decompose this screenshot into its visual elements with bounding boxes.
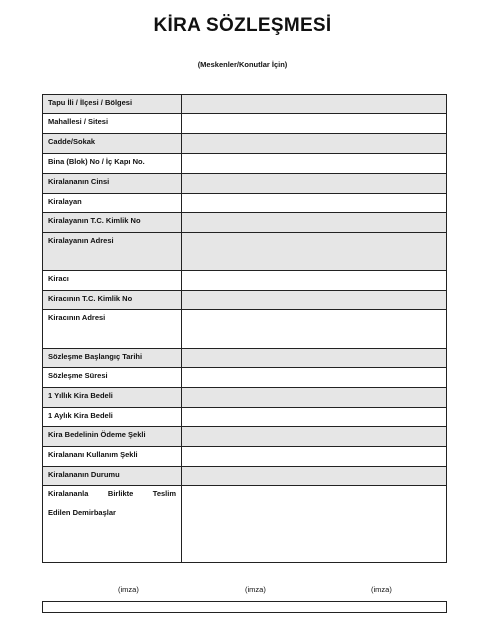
value-kiraci[interactable] (182, 271, 447, 291)
contract-form-table (42, 94, 447, 563)
label-bina: Bina (Blok) No / İç Kapı No. (43, 154, 182, 174)
value-kiraci-adres[interactable] (182, 310, 447, 349)
label-kiralayan-tc: Kiralayanın T.C. Kimlik No (43, 213, 182, 233)
value-baslangic[interactable] (182, 349, 447, 368)
label-baslangic: Sözleşme Başlangıç Tarihi (43, 349, 182, 368)
value-durum[interactable] (182, 467, 447, 486)
label-kiraci-adres: Kiracının Adresi (43, 310, 182, 349)
value-demirbas[interactable] (182, 486, 447, 563)
value-odeme[interactable] (182, 427, 447, 447)
label-mahalle: Mahallesi / Sitesi (43, 114, 182, 134)
label-yillik: 1 Yıllık Kira Bedeli (43, 388, 182, 408)
label-demirbas (43, 486, 182, 563)
label-kiralayan-adres: Kiralayanın Adresi (43, 233, 182, 271)
signature-label-3: (imza) (371, 585, 392, 594)
label-kiralayan: Kiralayan (43, 194, 182, 213)
value-sure[interactable] (182, 368, 447, 388)
value-kiralayan-tc[interactable] (182, 213, 447, 233)
value-aylik[interactable] (182, 408, 447, 427)
signature-label-2: (imza) (245, 585, 266, 594)
label-aylik: 1 Aylık Kira Bedeli (43, 408, 182, 427)
label-cadde: Cadde/Sokak (43, 134, 182, 154)
label-tapu: Tapu İli / İlçesi / Bölgesi (43, 95, 182, 114)
label-kullanim: Kiralananı Kullanım Şekli (43, 447, 182, 467)
value-kiraci-tc[interactable] (182, 291, 447, 310)
signature-label-1: (imza) (118, 585, 139, 594)
value-cadde[interactable] (182, 134, 447, 154)
label-demirbas-line2: Edilen Demirbaşlar (48, 508, 116, 517)
value-cinsi[interactable] (182, 174, 447, 194)
value-kiralayan[interactable] (182, 194, 447, 213)
document-title: KİRA SÖZLEŞMESİ (153, 15, 332, 36)
label-cinsi: Kiralananın Cinsi (43, 174, 182, 194)
value-yillik[interactable] (182, 388, 447, 408)
value-kiralayan-adres[interactable] (182, 233, 447, 271)
label-kiraci: Kiracı (43, 271, 182, 291)
document-subtitle: (Meskenler/Konutlar İçin) (197, 60, 288, 69)
value-tapu[interactable] (182, 95, 447, 114)
label-durum: Kiralananın Durumu (43, 467, 182, 486)
label-demirbas-line1: Kiralananla Birlikte Teslim (48, 489, 176, 498)
signature-box[interactable] (42, 601, 447, 613)
label-sure: Sözleşme Süresi (43, 368, 182, 388)
value-mahalle[interactable] (182, 114, 447, 134)
label-odeme: Kira Bedelinin Ödeme Şekli (43, 427, 182, 447)
value-kullanim[interactable] (182, 447, 447, 467)
value-bina[interactable] (182, 154, 447, 174)
label-kiraci-tc: Kiracının T.C. Kimlik No (43, 291, 182, 310)
